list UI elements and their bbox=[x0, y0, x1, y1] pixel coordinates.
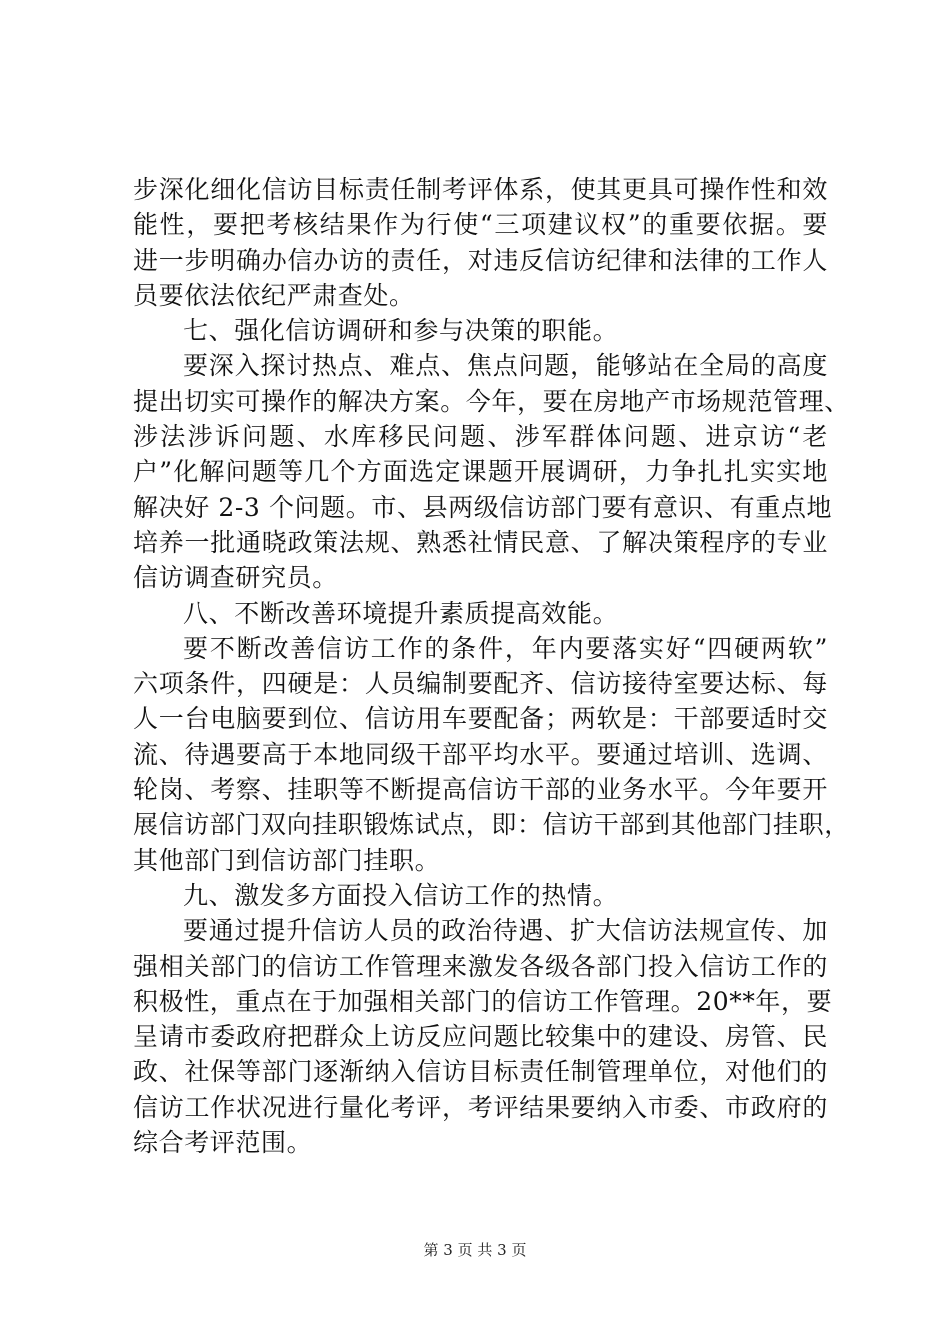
text-line: 六项条件，四硬是：人员编制要配齐、信访接待室要达标、每 bbox=[133, 669, 828, 699]
text-line: 要深入探讨热点、难点、焦点问题，能够站在全局的高度 bbox=[183, 351, 828, 381]
text-line: 进一步明确办信办访的责任，对违反信访纪律和法律的工作人 bbox=[133, 245, 828, 275]
text-line: 综合考评范围。 bbox=[133, 1128, 313, 1158]
text-line: 轮岗、考察、挂职等不断提高信访干部的业务水平。今年要开 bbox=[133, 775, 828, 805]
text-line: 信访调查研究员。 bbox=[133, 563, 338, 593]
text-line: 要不断改善信访工作的条件，年内要落实好“四硬两软” bbox=[183, 633, 828, 663]
text-line: 积极性，重点在于加强相关部门的信访工作管理。20**年，要 bbox=[133, 986, 833, 1016]
section-heading-7: 七、强化信访调研和参与决策的职能。 bbox=[183, 316, 619, 346]
section-heading-8: 八、不断改善环境提升素质提高效能。 bbox=[183, 598, 619, 628]
text-line: 要通过提升信访人员的政治待遇、扩大信访法规宣传、加 bbox=[183, 916, 828, 946]
text-line: 步深化细化信访目标责任制考评体系，使其更具可操作性和效 bbox=[133, 175, 828, 204]
text-line: 培养一批通晓政策法规、熟悉社情民意、了解决策程序的专业 bbox=[133, 527, 828, 557]
text-line: 政、社保等部门逐渐纳入信访目标责任制管理单位，对他们的 bbox=[133, 1057, 828, 1087]
text-line: 强相关部门的信访工作管理来激发各级各部门投入信访工作的 bbox=[133, 951, 828, 981]
section-heading-9: 九、激发多方面投入信访工作的热情。 bbox=[183, 880, 619, 910]
text-line: 能性，要把考核结果作为行使“三项建议权”的重要依据。要 bbox=[133, 210, 828, 240]
text-line: 户”化解问题等几个方面选定课题开展调研，力争扎扎实实地 bbox=[133, 457, 828, 487]
text-line: 人一台电脑要到位、信访用车要配备；两软是：干部要适时交 bbox=[133, 704, 828, 734]
text-line: 呈请市委政府把群众上访反应问题比较集中的建设、房管、民 bbox=[133, 1022, 828, 1052]
text-line: 信访工作状况进行量化考评，考评结果要纳入市委、市政府的 bbox=[133, 1092, 828, 1122]
text-line: 提出切实可操作的解决方案。今年，要在房地产市场规范管理、 bbox=[133, 386, 850, 416]
text-line: 其他部门到信访部门挂职。 bbox=[133, 845, 441, 875]
text-line: 流、待遇要高于本地同级干部平均水平。要通过培训、选调、 bbox=[133, 739, 828, 769]
text-line: 员要依法依纪严肃查处。 bbox=[133, 280, 415, 310]
page-number: 第 3 页 共 3 页 bbox=[423, 1241, 527, 1259]
document-body bbox=[133, 172, 850, 1160]
text-line: 解决好 2-3 个问题。市、县两级信访部门要有意识、有重点地 bbox=[133, 492, 833, 522]
text-line: 涉法涉诉问题、水库移民问题、涉军群体问题、进京访“老 bbox=[133, 422, 828, 452]
text-line: 展信访部门双向挂职锻炼试点，即：信访干部到其他部门挂职， bbox=[133, 810, 850, 840]
